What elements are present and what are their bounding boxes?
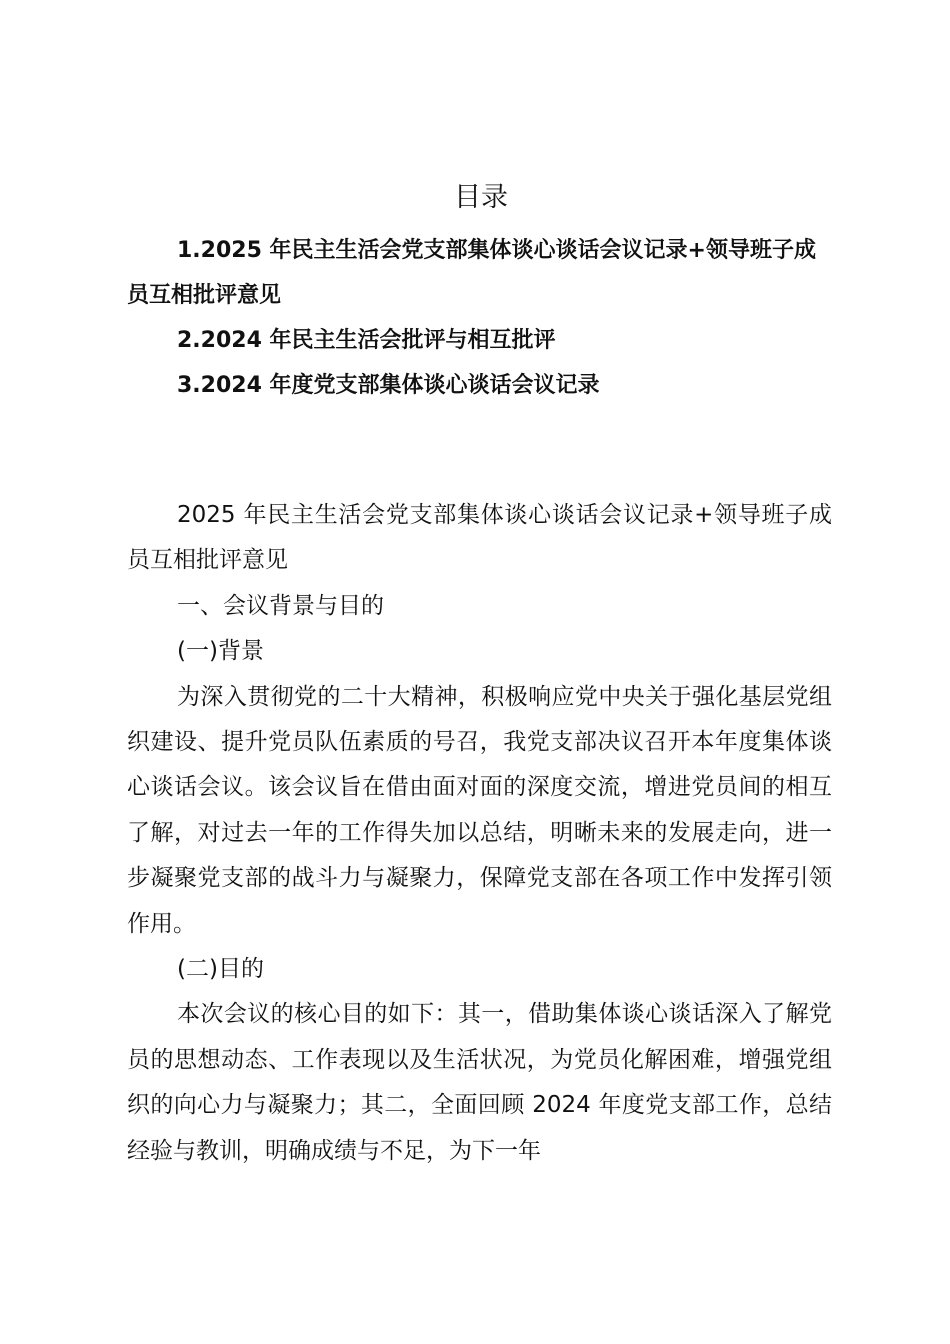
document-body xyxy=(127,493,832,1174)
subsection-heading: (二)目的 xyxy=(177,956,264,983)
toc-title: 目录 xyxy=(454,182,508,213)
background-paragraph: 为深入贯彻党的二十大精神，积极响应党中央关于强化基层党组织建设、提升党员队伍素质的号召，我党支部决议召开本年度集体谈心谈话会议。该会议旨在借由面对面的深度交流，增进党员间的相互了解，对过去一年的工作得失加以总结，明晰未来的发展走向，进一步凝聚党支部的战斗力与凝聚力，保障党支部在各项工作中发挥引领作用。 xyxy=(127,683,832,937)
table-of-contents xyxy=(127,228,827,408)
section-heading: 一、会议背景与目的 xyxy=(177,592,384,619)
toc-entry: 1.2025 年民主生活会党支部集体谈心谈话会议记录+领导班子成员互相批评意见 xyxy=(127,238,816,308)
toc-entry: 2.2024 年民主生活会批评与相互批评 xyxy=(177,328,556,353)
toc-entry: 3.2024 年度党支部集体谈心谈话会议记录 xyxy=(177,373,600,398)
purpose-paragraph: 本次会议的核心目的如下：其一，借助集体谈心谈话深入了解党员的思想动态、工作表现以及生活状况，为党员化解困难，增强党组织的向心力与凝聚力；其二，全面回顾 2024 年度党支部工作，总结经验与教训，明确成绩与不足，为下一年 xyxy=(127,1001,832,1164)
subsection-heading: (一)背景 xyxy=(177,638,264,665)
article-title: 2025 年民主生活会党支部集体谈心谈话会议记录+领导班子成员互相批评意见 xyxy=(127,502,832,574)
